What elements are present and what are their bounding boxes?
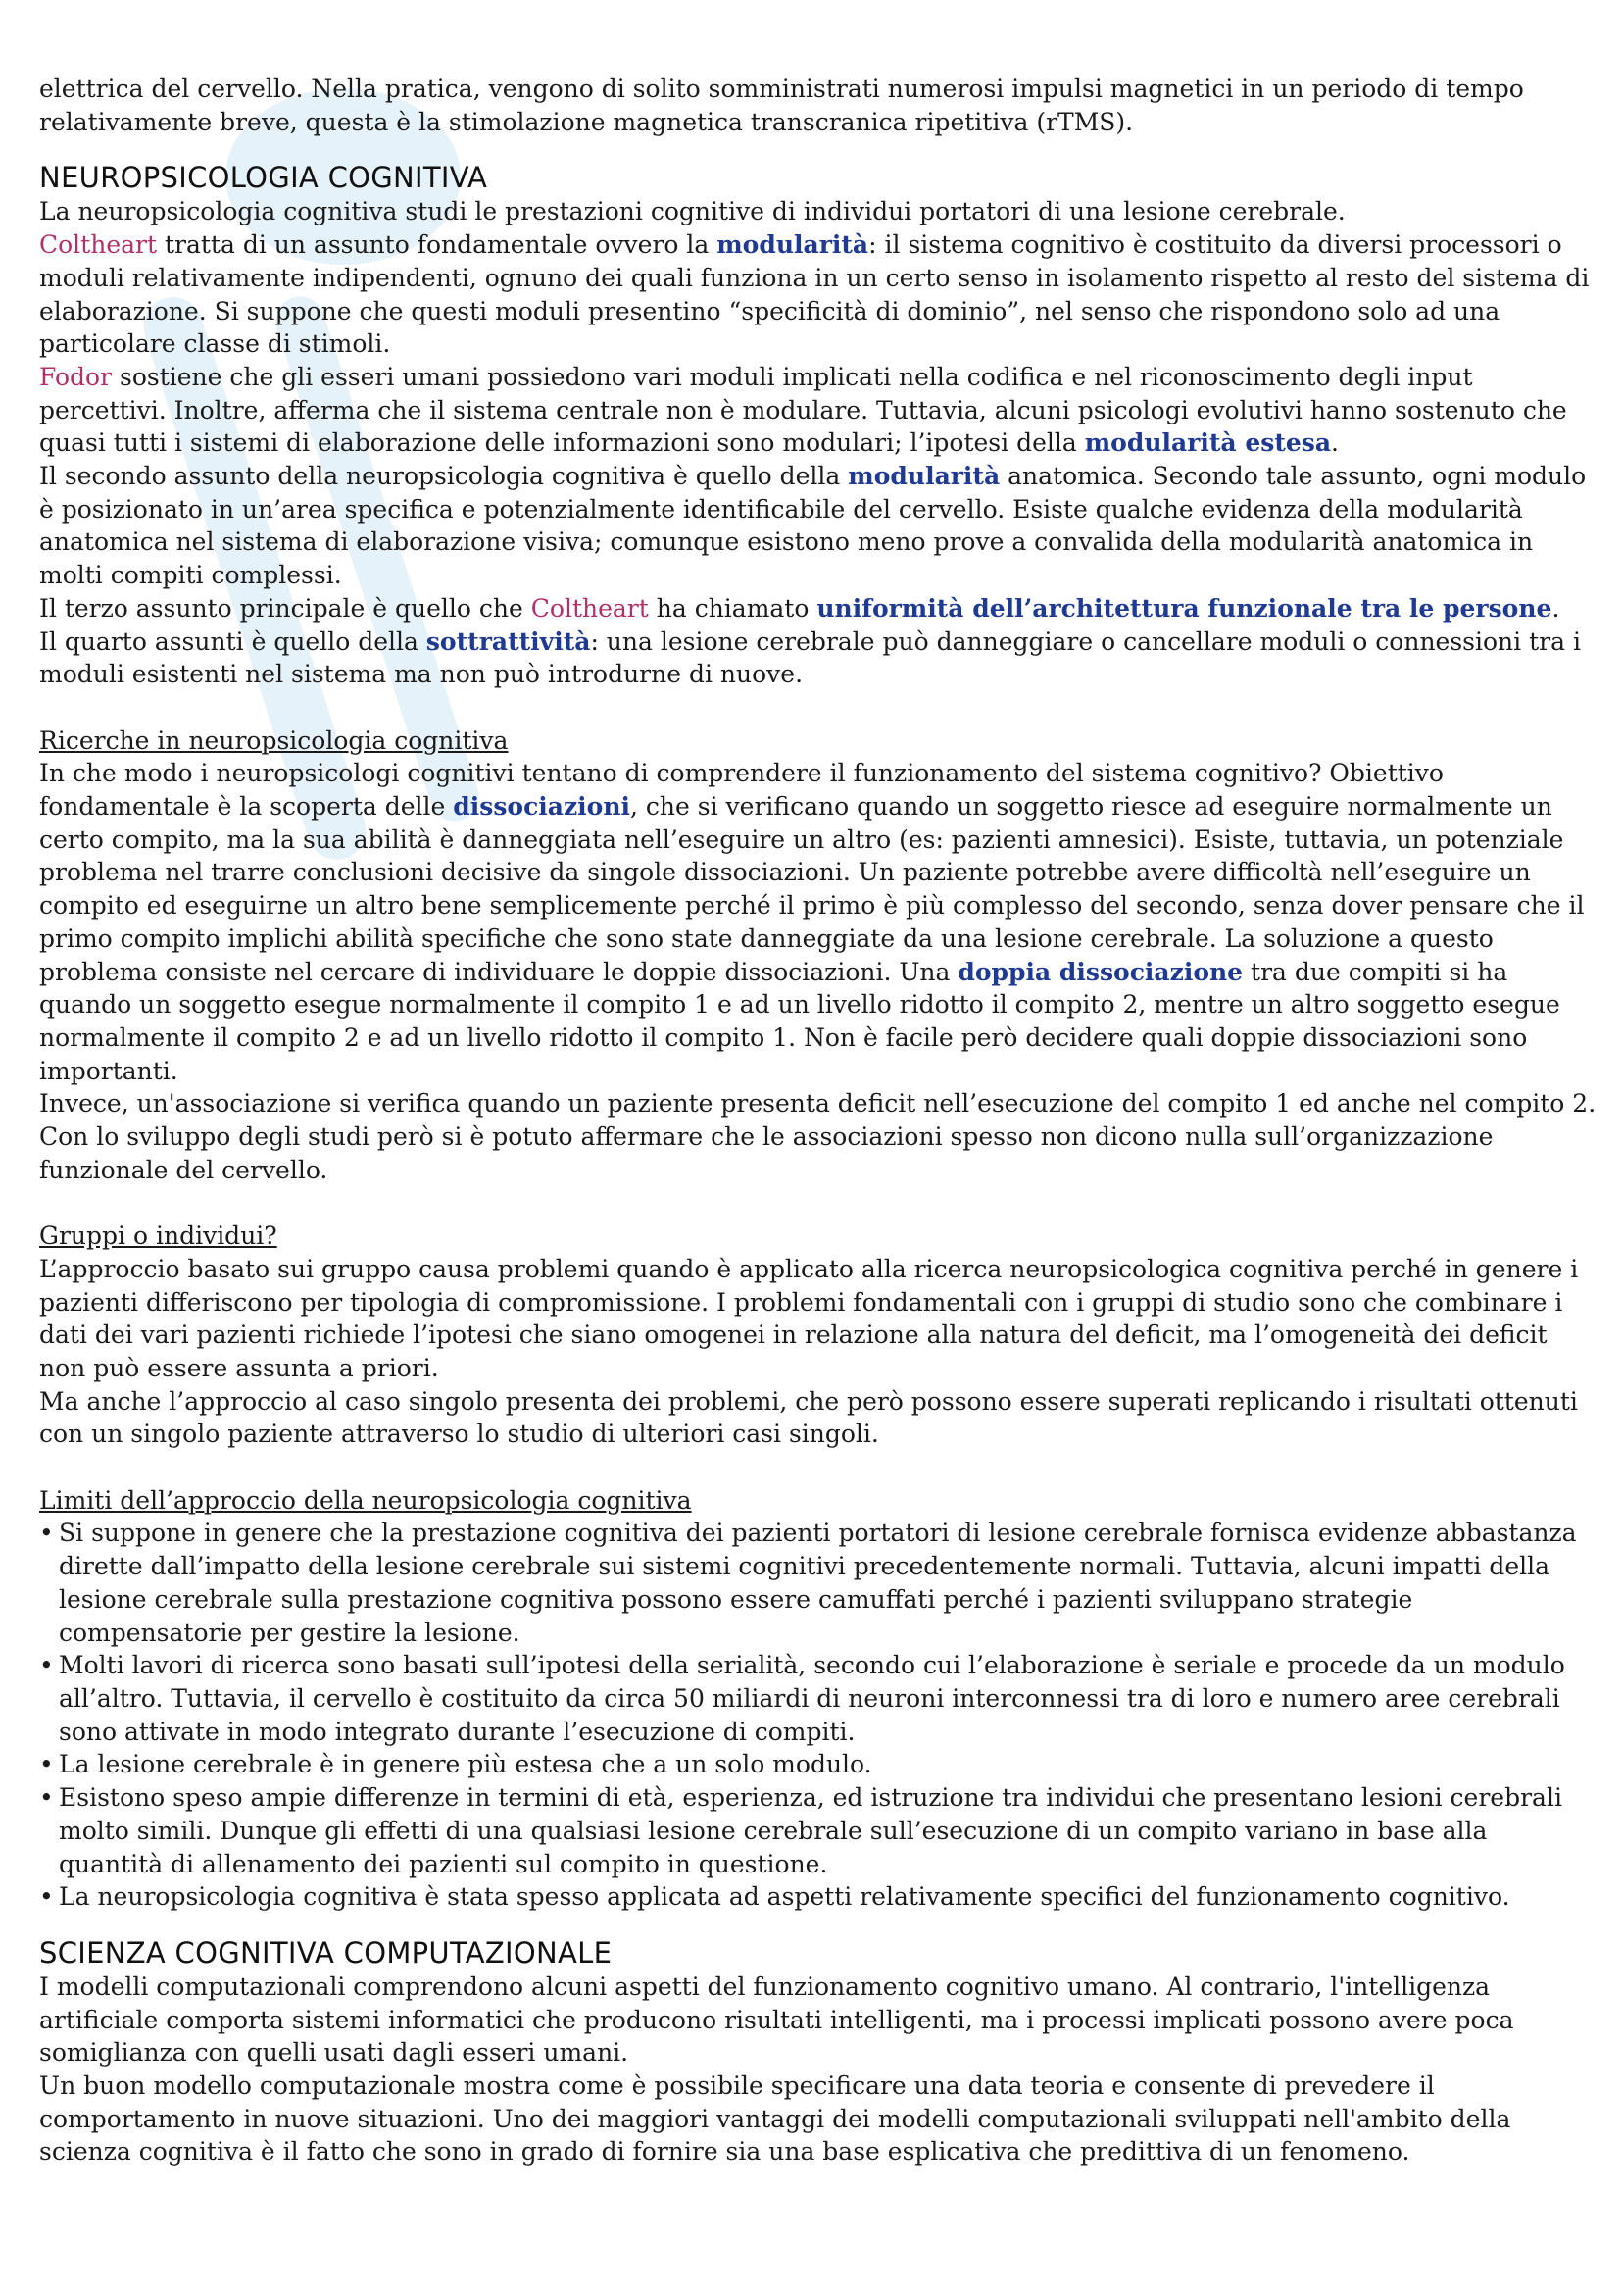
subheading-limiti: Limiti dell’approccio della neuropsicologia cognitiva [39, 1485, 692, 1515]
key-term: dissociazioni [453, 792, 631, 822]
list-item: • La lesione cerebrale è in genere più estesa che a un solo modulo. [39, 1748, 1598, 1781]
paragraph: Il terzo assunto principale è quello che Coltheart ha chiamato uniformità dell’architettura funzionale tra le persone. [39, 593, 1560, 623]
key-term: modularità [716, 230, 869, 260]
paragraph: Il secondo assunto della neuropsicologia cognitiva è quello della modularità anatomica. Secondo tale assunto, ogni modulo è posizionato in un’area specifica e potenzialmente identificabile del cervello. Esiste qualche evidenza della modularità anatomica nel sistema di elaborazione visiva; comunque esistono meno prove a convalida della modularità anatomica in molti compiti complessi. [39, 462, 1587, 590]
section-heading-scienza: SCIENZA COGNITIVA COMPUTAZIONALE [39, 1935, 613, 1970]
key-term: doppia dissociazione [958, 957, 1244, 986]
key-term: uniformità dell’architettura funzionale tra le persone [816, 593, 1552, 623]
paragraph: Il quarto assunti è quello della sottrattività: una lesione cerebrale può danneggiare o cancellare moduli o connessioni tra i moduli esistenti nel sistema ma non può introdurne di nuove. [39, 626, 1581, 689]
paragraph: La neuropsicologia cognitiva studi le prestazioni cognitive di individui portatori di una lesione cerebrale. [39, 197, 1346, 226]
list-item: • Molti lavori di ricerca sono basati sull’ipotesi della serialità, secondo cui l’elaborazione è seriale e procede da un modulo all’altro. Tuttavia, il cervello è costituito da circa 50 miliardi di neuroni interconnessi tra di loro e numero aree cerebrali sono attivate in modo integrato durante l’esecuzione di compiti. [39, 1649, 1598, 1748]
intro-paragraph: elettrica del cervello. Nella pratica, vengono di solito somministrati numerosi impulsi magnetici in un periodo di tempo relativamente breve, questa è la stimolazione magnetica transcranica ripetitiva (rTMS). [39, 75, 1524, 136]
paragraph: L’approccio basato sui gruppo causa problemi quando è applicato alla ricerca neuropsicologica cognitiva perché in genere i pazienti differiscono per tipologia di compromissione. I problemi fondamentali con i gruppi di studio sono che combinare i dati dei vari pazienti richiede l’ipotesi che siano omogenei in relazione alla natura del deficit, ma l’omogeneità dei deficit non può essere assunta a priori. [39, 1254, 1579, 1382]
paragraph: Ma anche l’approccio al caso singolo presenta dei problemi, che però possono essere superati replicando i risultati ottenuti con un singolo paziente attraverso lo studio di ulteriori casi singoli. [39, 1386, 1578, 1449]
subheading-ricerche: Ricerche in neuropsicologia cognitiva [39, 725, 509, 755]
author-name: Coltheart [39, 230, 158, 260]
paragraph: Un buon modello computazionale mostra come è possibile specificare una data teoria e consente di prevedere il comportamento in nuove situazioni. Uno dei maggiori vantaggi dei modelli computazionali sviluppati nell'ambito della scienza cognitiva è il fatto che sono in grado di fornire sia una base esplicativa che predittiva di un fenomeno. [39, 2071, 1511, 2167]
paragraph: Fodor sostiene che gli esseri umani possiedono vari moduli implicati nella codifica e nel riconoscimento degli input percettivi. Inoltre, afferma che il sistema centrale non è modulare. Tuttavia, alcuni psicologi evolutivi hanno sostenuto che quasi tutti i sistemi di elaborazione delle informazioni sono modulari; l’ipotesi della modularità estesa. [39, 362, 1567, 458]
author-name: Coltheart [530, 593, 649, 623]
key-term: modularità [848, 462, 1001, 491]
paragraph: In che modo i neuropsicologi cognitivi tentano di comprendere il funzionamento del sistema cognitivo? Obiettivo fondamentale è la scoperta delle dissociazioni, che si verificano quando un soggetto riesce ad eseguire normalmente un certo compito, ma la sua abilità è danneggiata nell’eseguire un altro (es: pazienti amnesici). Esiste, tuttavia, un potenziale problema nel trarre conclusioni decisive da singole dissociazioni. Un paziente potrebbe avere difficoltà nell’eseguire un compito ed eseguirne un altro bene semplicemente perché il primo è più complesso del secondo, senza dover pensare che il primo compito implichi abilità specifiche che sono state danneggiate da una lesione cerebrale. La soluzione a questo problema consiste nel cercare di individuare le doppie dissociazioni. Una doppia dissociazione tra due compiti si ha quando un soggetto esegue normalmente il compito 1 e ad un livello ridotto il compito 2, mentre un altro soggetto esegue normalmente il compito 2 e ad un livello ridotto il compito 1. Non è facile però decidere quali doppie dissociazioni sono importanti. [39, 759, 1585, 1085]
key-term: sottrattività [425, 626, 591, 656]
paragraph: Coltheart tratta di un assunto fondamentale ovvero la modularità: il sistema cognitivo è costituito da diversi processori o moduli relativamente indipendenti, ognuno dei quali funziona in un certo senso in isolamento rispetto al resto del sistema di elaborazione. Si suppone che questi moduli presentino “specificità di dominio”, nel senso che rispondono solo ad una particolare classe di stimoli. [39, 230, 1590, 359]
bullet-list [39, 1517, 1598, 1913]
author-name: Fodor [39, 362, 113, 391]
section-heading-neuropsicologia: NEUROPSICOLOGIA COGNITIVA [39, 161, 488, 195]
key-term: modularità estesa [1084, 428, 1332, 458]
paragraph: I modelli computazionali comprendono alcuni aspetti del funzionamento cognitivo umano. Al contrario, l'intelligenza artificiale comporta sistemi informatici che producono risultati intelligenti, ma i processi implicati possono avere poca somiglianza con quelli usati dagli esseri umani. [39, 1972, 1514, 2068]
list-item: • La neuropsicologia cognitiva è stata spesso applicata ad aspetti relativamente specifici del funzionamento cognitivo. [39, 1880, 1598, 1914]
list-item: • Esistono speso ampie differenze in termini di età, esperienza, ed istruzione tra individui che presentano lesioni cerebrali molto simili. Dunque gli effetti di una qualsiasi lesione cerebrale sull’esecuzione di un compito variano in base alla quantità di allenamento dei pazienti sul compito in questione. [39, 1781, 1598, 1880]
paragraph: Invece, un'associazione si verifica quando un paziente presenta deficit nell’esecuzione del compito 1 ed anche nel compito 2. Con lo sviluppo degli studi però si è potuto affermare che le associazioni spesso non dicono nulla sull’organizzazione funzionale del cervello. [39, 1089, 1597, 1184]
document-page [39, 73, 1598, 2169]
list-item: • Si suppone in genere che la prestazione cognitiva dei pazienti portatori di lesione cerebrale fornisca evidenze abbastanza dirette dall’impatto della lesione cerebrale sui sistemi cognitivi precedentemente normali. Tuttavia, alcuni impatti della lesione cerebrale sulla prestazione cognitiva possono essere camuffati perché i pazienti sviluppano strategie compensatorie per gestire la lesione. [39, 1517, 1598, 1649]
subheading-gruppi: Gruppi o individui? [39, 1222, 277, 1251]
